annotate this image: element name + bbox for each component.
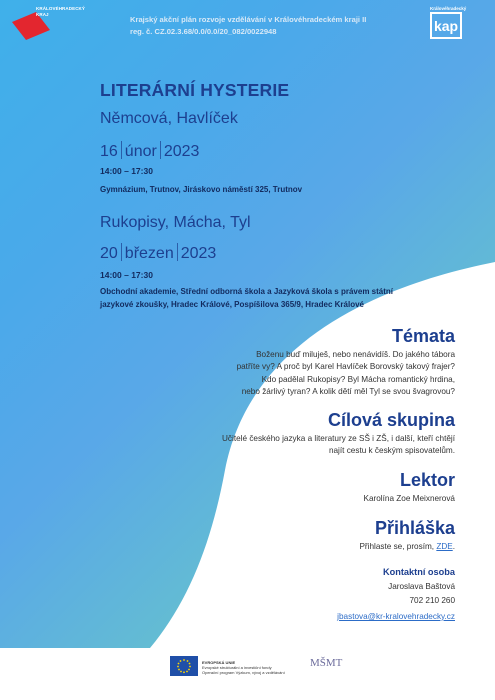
session1-venue: Gymnázium, Trutnov, Jiráskovo náměstí 325, Trutnov (100, 185, 303, 194)
contact-phone: 702 210 260 (409, 595, 455, 605)
registration-link[interactable]: ZDE (436, 542, 453, 551)
eu-line-1: EVROPSKÁ UNIE (202, 660, 236, 665)
target-group-line: najít cestu k českým spisovatelům. (328, 446, 455, 456)
kap-logo-icon: kap (430, 12, 462, 39)
region-logo-text: KRÁLOVÉHRADECKÝ KRAJ (36, 6, 86, 17)
session1-year: 2023 (163, 143, 200, 160)
session2-venue (100, 286, 440, 311)
session2-venue-line-1: Obchodní akademie, Střední odborná škola a Jazyková škola s právem státní (100, 287, 393, 296)
session2-venue-line-2: jazykové zkoušky, Hradec Králové, Pospíšilova 365/9, Hradec Králové (100, 299, 364, 309)
lecturer-section (364, 470, 455, 505)
project-line-1: Krajský akční plán rozvoje vzdělávání v Královéhradeckém kraji II (130, 15, 367, 24)
topics-heading: Témata (391, 326, 455, 346)
contact-details (337, 580, 455, 624)
session2-year: 2023 (180, 245, 217, 262)
registration-prompt: Přihlaste se, prosím, (359, 542, 437, 551)
lecturer-heading: Lektor (399, 470, 455, 490)
registration-text (359, 541, 455, 553)
target-group-section (222, 410, 455, 458)
topics-text (237, 349, 455, 399)
msmt-logo-icon: MŠMT (310, 657, 343, 669)
target-group-text (222, 433, 455, 458)
topics-section (237, 326, 455, 399)
topics-line: patříte vy? A proč byl Karel Havlíček Borovský takový frajer? (236, 362, 455, 372)
eu-line-3: Operační program Výzkum, vývoj a vzdělávání (202, 670, 285, 675)
contact-heading: Kontaktní osoba (383, 567, 455, 577)
project-header (130, 14, 366, 38)
event-title: LITERÁRNÍ HYSTERIE (100, 80, 290, 100)
session2-month: březen (124, 245, 174, 262)
lecturer-name: Karolína Zoe Meixnerová (363, 494, 455, 503)
session2-date (100, 243, 216, 263)
session1-day: 16 (100, 143, 118, 160)
contact-name: Jaroslava Baštová (388, 582, 455, 591)
topics-line: nebo žárlivý tyran? A kolik dětí měl Tyl se svou švagrovou? (241, 387, 455, 397)
eu-flag-icon (170, 656, 198, 676)
topics-line: Boženu buď miluješ, nebo nenávidíš. Do jakého tábora (256, 350, 455, 359)
registration-section (359, 518, 455, 553)
project-line-2: reg. č. CZ.02.3.68/0.0/0.0/20_082/0022948 (130, 27, 277, 36)
session1-date (100, 141, 199, 161)
session1-authors: Němcová, Havlíček (100, 110, 238, 127)
kap-region-label: Královéhradecký (430, 6, 467, 11)
target-group-line: Učitelé českého jazyka a literatury ze SŠ i ZŠ, i další, kteří chtějí (222, 434, 455, 443)
eu-funding-text (202, 660, 285, 675)
registration-period: . (452, 542, 455, 551)
eu-line-2: Evropské strukturální a investiční fondy (202, 665, 272, 670)
registration-heading: Přihláška (374, 518, 455, 538)
session2-day: 20 (100, 245, 118, 262)
session2-authors: Rukopisy, Mácha, Tyl (100, 214, 251, 231)
session1-month: únor (124, 143, 157, 160)
session2-time: 14:00 – 17:30 (100, 270, 153, 280)
topics-line: Kdo padělal Rukopisy? Byl Mácha romantický hrdina, (261, 374, 455, 384)
contact-section (337, 567, 455, 624)
session1-time: 14:00 – 17:30 (100, 166, 153, 176)
target-group-heading: Cílová skupina (327, 410, 455, 430)
contact-email-link[interactable]: jbastova@kr-kralovehradecky.cz (337, 612, 455, 621)
